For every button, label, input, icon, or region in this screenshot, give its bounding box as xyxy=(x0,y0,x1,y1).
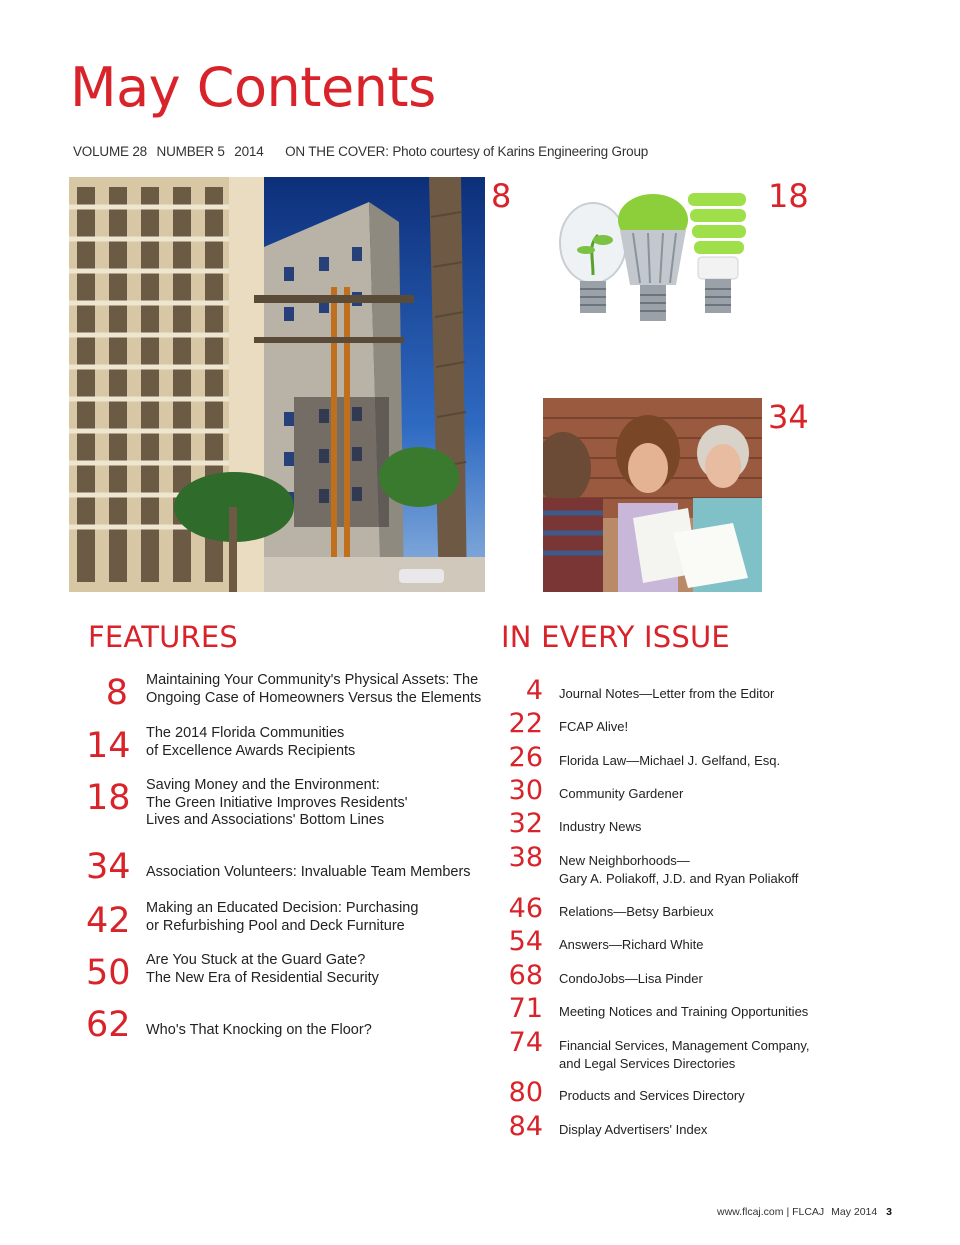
issue-title: Relations—Betsy Barbieux xyxy=(559,904,714,919)
number-label: NUMBER 5 xyxy=(156,144,225,159)
issue-title: Display Advertisers' Index xyxy=(559,1122,708,1137)
issue-title: Industry News xyxy=(559,819,642,834)
issue-title: Community Gardener xyxy=(559,786,684,801)
feature-title: Making an Educated Decision: Purchasing or Refurbishing Pool and Deck Furniture xyxy=(146,900,419,934)
footer-publication: FLCAJ xyxy=(792,1206,825,1218)
photo-label-building: 8 xyxy=(491,177,512,215)
issue-page: 46 xyxy=(508,893,543,924)
feature-title: Who's That Knocking on the Floor? xyxy=(146,1022,372,1038)
issue-page: 54 xyxy=(508,926,543,957)
issue-page: 84 xyxy=(508,1111,543,1142)
cover-credit: Photo courtesy of Karins Engineering Group xyxy=(392,144,649,159)
issue-page: 26 xyxy=(508,742,543,773)
feature-title: The 2014 Florida Communities of Excellence Awards Recipients xyxy=(146,725,356,759)
issue-title: Answers—Richard White xyxy=(559,937,704,952)
issue-title: Meeting Notices and Training Opportunities xyxy=(559,1004,809,1019)
light-bulbs-image xyxy=(548,185,758,335)
issue-page: 71 xyxy=(508,993,543,1024)
volunteers-photo xyxy=(543,398,762,592)
building-photo xyxy=(69,177,485,592)
issue-page: 74 xyxy=(508,1027,543,1058)
feature-page: 14 xyxy=(86,726,131,766)
issue-page: 22 xyxy=(508,708,543,739)
feature-page: 34 xyxy=(86,847,131,887)
feature-page: 62 xyxy=(86,1005,131,1045)
issue-page: 68 xyxy=(508,960,543,991)
feature-title: Saving Money and the Environment: The Green Initiative Improves Residents' Lives and Associations' Bottom Lines xyxy=(146,777,408,828)
feature-page: 8 xyxy=(105,673,128,713)
feature-page: 18 xyxy=(86,778,131,818)
issue-title: Florida Law—Michael J. Gelfand, Esq. xyxy=(559,753,781,768)
feature-title: Are You Stuck at the Guard Gate? The New Era of Residential Security xyxy=(146,952,379,986)
page-footer xyxy=(717,1206,892,1218)
year-label: 2014 xyxy=(234,144,264,159)
issue-page: 38 xyxy=(508,842,543,873)
volume-label: VOLUME 28 xyxy=(73,144,147,159)
cover-label: ON THE COVER: xyxy=(285,144,389,159)
page-title: May Contents xyxy=(70,56,436,119)
issue-meta xyxy=(73,144,648,159)
issue-page: 32 xyxy=(508,808,543,839)
features-heading: FEATURES xyxy=(88,620,239,654)
feature-title: Maintaining Your Community's Physical Assets: The Ongoing Case of Homeowners Versus the Elements xyxy=(146,672,482,706)
issue-title: Products and Services Directory xyxy=(559,1088,745,1103)
issue-title: FCAP Alive! xyxy=(559,719,629,734)
every-issue-heading: IN EVERY ISSUE xyxy=(501,620,730,654)
issue-page: 30 xyxy=(508,775,543,806)
issue-page: 4 xyxy=(525,675,543,706)
feature-title: Association Volunteers: Invaluable Team Members xyxy=(146,864,471,880)
issue-title: New Neighborhoods— Gary A. Poliakoff, J.D. and Ryan Poliakoff xyxy=(559,853,799,886)
issue-page: 80 xyxy=(508,1077,543,1108)
footer-separator: | xyxy=(786,1206,790,1218)
photo-label-bulbs: 18 xyxy=(768,177,809,215)
feature-page: 50 xyxy=(86,953,131,993)
footer-issue: May 2014 xyxy=(831,1206,878,1218)
footer-site[interactable]: www.flcaj.com xyxy=(717,1206,784,1218)
footer-page-number: 3 xyxy=(886,1206,892,1218)
issue-title: CondoJobs—Lisa Pinder xyxy=(559,971,703,986)
photo-label-people: 34 xyxy=(768,398,809,436)
issue-title: Journal Notes—Letter from the Editor xyxy=(559,686,775,701)
issue-title: Financial Services, Management Company, and Legal Services Directories xyxy=(559,1038,810,1071)
feature-page: 42 xyxy=(86,901,131,941)
